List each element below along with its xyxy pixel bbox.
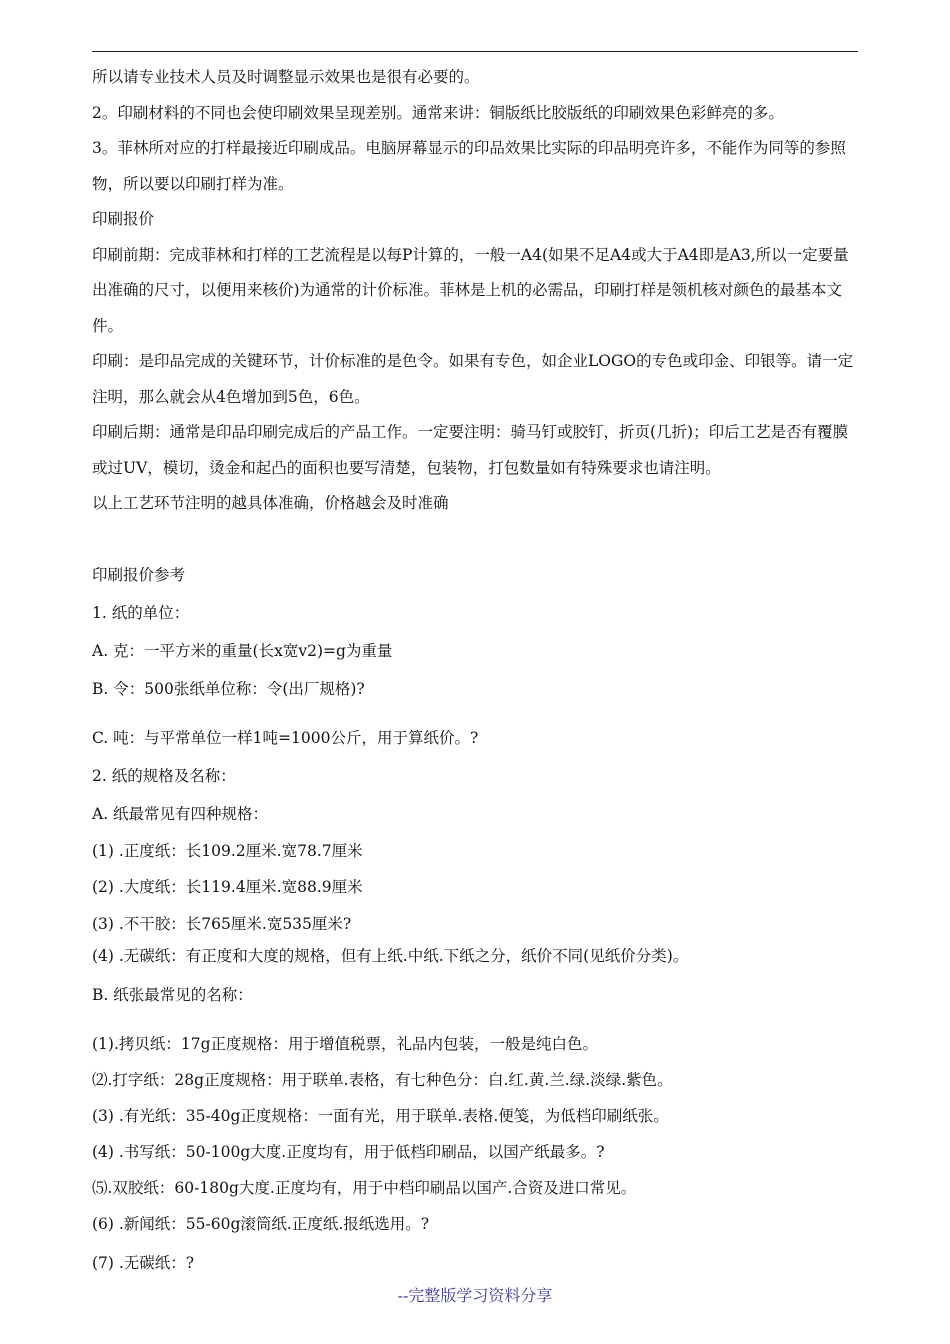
paragraph: 3。菲林所对应的打样最接近印刷成品。电脑屏幕显示的印品效果比实际的印品明亮许多，不能作为同等的参照物，所以要以印刷打样为准。 — [92, 139, 846, 193]
paragraph-heading: 印刷报价 — [92, 210, 155, 228]
paragraph: 所以请专业技术人员及时调整显示效果也是很有必要的。 — [92, 68, 480, 86]
list-item: 1. 纸的单位： — [92, 603, 190, 622]
header-rule — [92, 51, 858, 52]
list-item: A. 克：一平方米的重量(长x宽v2)=g为重量 — [92, 641, 393, 660]
list-item: (7) .无碳纸：? — [92, 1253, 195, 1272]
list-item: (3) .不干胶：长765厘米.宽535厘米? — [92, 914, 352, 933]
list-item: (1).拷贝纸：17g正度规格：用于增值税票，礼品内包装，一般是纯白色。 — [92, 1034, 599, 1053]
list-item: (2) .大度纸：长119.4厘米.宽88.9厘米 — [92, 877, 363, 896]
list-item: 2. 纸的规格及名称： — [92, 766, 236, 785]
paragraph: 印刷：是印品完成的关键环节，计价标准的是色令。如果有专色，如企业LOGO的专色或印金、印银等。请一定注明，那么就会从4色增加到5色，6色。 — [92, 352, 854, 406]
paragraph: 印刷后期：通常是印品印刷完成后的产品工作。一定要注明：骑马钉或胶钉，折页(几折)；印后工艺是否有覆膜或过UV，模切，烫金和起凸的面积也要写清楚，包装物，打包数量如有特殊要求也请注明。 — [92, 423, 849, 477]
footer-text: --完整版学习资料分享 — [397, 1286, 553, 1305]
paragraph: 2。印刷材料的不同也会使印刷效果呈现差别。通常来讲：铜版纸比胶版纸的印刷效果色彩鲜亮的多。 — [92, 103, 784, 122]
paragraph: 以上工艺环节注明的越具体准确，价格越会及时准确 — [92, 494, 449, 512]
list-item: B. 令：500张纸单位称：令(出厂规格)? — [92, 679, 365, 698]
list-item: A. 纸最常见有四种规格： — [92, 804, 269, 823]
document-body — [92, 60, 858, 1276]
list-item: (4) .书写纸：50-100g大度.正度均有，用于低档印刷品，以国产纸最多。? — [92, 1142, 605, 1161]
paragraph: 印刷前期：完成菲林和打样的工艺流程是以每P计算的，一般一A4(如果不足A4或大于A4即是A3,所以一定要量出准确的尺寸，以便用来核价)为通常的计价标准。菲林是上机的必需品，印刷打样是领机核对颜色的最基本文件。 — [92, 245, 849, 335]
list-item: (3) .有光纸：35-40g正度规格：一面有光，用于联单.表格.便笺，为低档印刷纸张。 — [92, 1106, 669, 1125]
section-title: 印刷报价参考 — [92, 565, 186, 584]
list-item: B. 纸张最常见的名称： — [92, 985, 253, 1004]
list-item: (4) .无碳纸：有正度和大度的规格，但有上纸.中纸.下纸之分，纸价不同(见纸价分类)。 — [92, 946, 689, 965]
list-item: ⑸.双胶纸：60-180g大度.正度均有，用于中档印刷品以国产.合资及进口常见。 — [92, 1178, 637, 1197]
list-item: (1) .正度纸：长109.2厘米.宽78.7厘米 — [92, 841, 363, 860]
list-item: C. 吨：与平常单位一样1吨=1000公斤，用于算纸价。? — [92, 728, 479, 747]
list-item: (6) .新闻纸：55-60g滚筒纸.正度纸.报纸选用。? — [92, 1214, 430, 1233]
list-item: ⑵.打字纸：28g正度规格：用于联单.表格，有七种色分：白.红.黄.兰.绿.淡绿.紫色。 — [92, 1070, 673, 1089]
